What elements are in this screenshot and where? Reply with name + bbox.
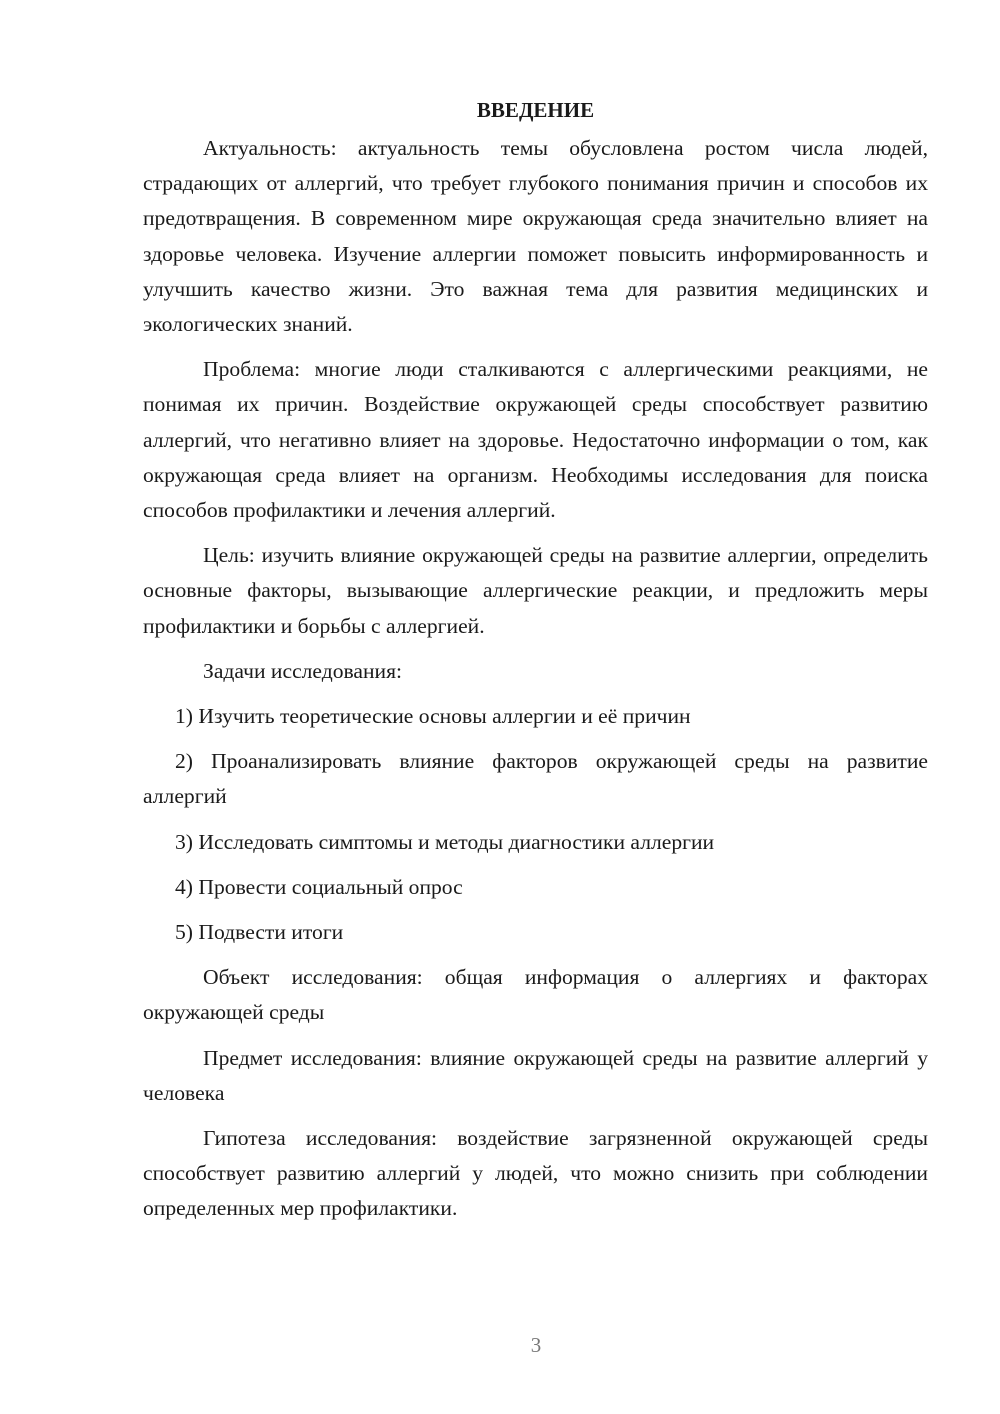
hypothesis-paragraph: Гипотеза исследования: воздействие загрязненной окружающей среды способствует развитию аллергий у людей, что можно снизить при соблюдении определенных мер профилактики. [143, 1126, 928, 1221]
subject-paragraph: Предмет исследования: влияние окружающей среды на развитие аллергий у человека [143, 1045, 928, 1105]
tasks-list [143, 699, 928, 950]
problem-paragraph: Проблема: многие люди сталкиваются с аллергическими реакциями, не понимая их причин. Воздействие окружающей среды способствует развитию аллергий, что негативно влияет на здоровье. Недостаточно информации о том, как окружающая среда влияет на организм. Необходимы исследования для поиска способов профилактики и лечения аллергий. [143, 357, 928, 523]
page-number: 3 [530, 1333, 542, 1357]
object-paragraph: Объект исследования: общая информация о аллергиях и факторах окружающей среды [143, 965, 928, 1025]
document-page [143, 92, 928, 1237]
relevance-paragraph: Актуальность: актуальность темы обусловлена ростом числа людей, страдающих от аллергий, что требует глубокого понимания причин и способов их предотвращения. В современном мире окружающая среда значительно влияет на здоровье человека. Изучение аллергии поможет повысить информированность и улучшить качество жизни. Это важная тема для развития медицинских и экологических знаний. [143, 136, 928, 337]
task-item: 3) Исследовать симптомы и методы диагностики аллергии [175, 829, 715, 854]
task-item: 5) Подвести итоги [175, 920, 344, 945]
task-item: 2) Проанализировать влияние факторов окружающей среды на развитие аллергий [143, 749, 928, 809]
task-item: 4) Провести социальный опрос [175, 874, 463, 899]
goal-paragraph: Цель: изучить влияние окружающей среды на развитие аллергии, определить основные факторы, вызывающие аллергические реакции, и предложить меры профилактики и борьбы с аллергией. [143, 543, 928, 638]
tasks-label: Задачи исследования: [203, 658, 403, 683]
task-item: 1) Изучить теоретические основы аллергии и её причин [175, 704, 691, 729]
section-heading: ВВЕДЕНИЕ [476, 98, 595, 122]
